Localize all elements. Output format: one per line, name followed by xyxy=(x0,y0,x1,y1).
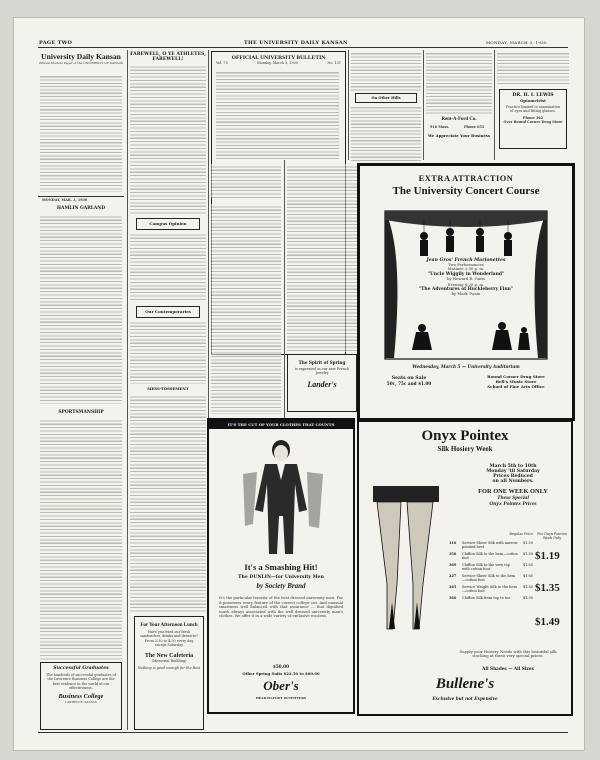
concert-matinee: Matinee 2:30 p. m. xyxy=(447,266,485,272)
business-college-city: LAWRENCE, KANSAS xyxy=(65,700,97,705)
cafeteria-name: The New Cafeteria xyxy=(144,653,194,660)
onyx-item-description: Chiffon Silk to the very top with cotton foot xyxy=(462,562,510,571)
obers-ad xyxy=(207,418,355,714)
onyx-item-description: Chiffon Silk from top to toe xyxy=(462,595,511,600)
onyx-dates-1: March 5th to 10th xyxy=(489,464,537,469)
onyx-all-sizes: All Shades — All Sizes xyxy=(482,666,534,671)
cafeteria-body: Have you tried our fresh sandwiches, drinks and desserts? From 2:30 to 4:30 every day except Saturday xyxy=(140,630,198,647)
bulletin-date: Monday, March 3, 1930 xyxy=(257,61,298,65)
bullenes-logo: Bullene's xyxy=(435,676,495,692)
contemporaries-header: Our Contemporaries xyxy=(136,306,200,318)
concert-play2: "The Adventures of Huckleberry Finn" xyxy=(418,287,514,293)
onyx-special: These Special xyxy=(497,495,529,501)
concert-outlet-1: Round Corner Drug Store xyxy=(487,374,545,379)
editorial-text-1 xyxy=(40,214,122,404)
onyx-item-row xyxy=(449,574,533,583)
onyx-dates-2: Monday 'til Saturday xyxy=(486,469,540,474)
news-text-c xyxy=(287,164,357,352)
onyx-item-number: 356 xyxy=(449,551,457,556)
obers-logo: Ober's xyxy=(263,678,299,693)
concert-performances: Two Performances xyxy=(448,262,484,267)
bullenes-slogan: Exclusive but not Expensive xyxy=(432,696,498,701)
news-text-b xyxy=(211,204,281,414)
onyx-item-row xyxy=(449,563,533,572)
cafeteria-tagline: Nothing is good enough for the Best xyxy=(137,666,201,671)
obers-banner: IT'S THE CUT OF YOUR CLOTHES THAT COUNTS xyxy=(209,420,353,429)
staff-box xyxy=(40,74,122,192)
rent-slogan: We Appreciate Your Business xyxy=(427,133,491,138)
editorial-title-sportsmanship: SPORTSMANSHIP xyxy=(58,410,104,415)
paper-title: THE UNIVERSITY DAILY KANSAN xyxy=(244,40,348,46)
optometrist-practice: Practice limited to examination of eyes and fitting glasses. xyxy=(506,105,560,114)
onyx-title: Onyx Pointex xyxy=(421,428,509,444)
concert-top: EXTRA ATTRACTION xyxy=(418,174,514,183)
nameplate-sub: Official Student Paper of the UNIVERSITY OF KANSAS xyxy=(38,61,124,65)
obers-logo-sub: HEAD-TO-FOOT OUTFITTERS xyxy=(256,696,306,700)
farewell-text xyxy=(130,64,206,214)
onyx-col-regular: Regular Price xyxy=(509,532,533,536)
concert-seats-label: Seats on Sale xyxy=(391,376,427,381)
man-in-suit-illustration xyxy=(227,434,335,558)
onyx-item-description: Service-Sheer Silk with narrow pointed heel xyxy=(462,540,518,549)
cafeteria-place: (Memorial Building) xyxy=(151,659,187,664)
optometrist-ad xyxy=(499,89,567,149)
rent-a-ford-name: Rent-A-Ford Co. xyxy=(441,117,477,122)
concert-outlets xyxy=(468,374,564,389)
onyx-special-2: Onyx Pointex Prices xyxy=(489,501,537,507)
onyx-item-regular-price: $1.50 xyxy=(522,540,533,545)
optometrist-title: Optometrist xyxy=(520,98,546,103)
landers-body: is expressed in our new French Jewelry xyxy=(294,367,350,376)
onyx-item-description: Chiffon Silk to the hem—cotton foot xyxy=(462,551,518,560)
onyx-col-special: For Onyx Pointex Week Only xyxy=(537,532,567,541)
onyx-pointex-ad xyxy=(357,420,573,716)
obers-headline: It's a Smashing Hit! xyxy=(244,562,318,572)
graduates-title: Successful Graduates xyxy=(53,666,109,671)
obers-sub2: by Society Brand xyxy=(256,582,306,590)
onyx-footer: Supply your Hosiery Needs with this beautiful silk stocking at these very special prices. xyxy=(459,649,557,659)
landers-ad xyxy=(287,354,357,412)
concert-troupe: Jean Gros' French Marionettes xyxy=(426,258,506,263)
onyx-item-number: 369 xyxy=(449,562,457,567)
onyx-price-3: $1.49 xyxy=(535,616,560,628)
onyx-item-row xyxy=(449,585,533,594)
concert-outlet-3: School of Fine Arts Office xyxy=(487,384,545,389)
cafeteria-headline: For Your Afternoon Lunch xyxy=(140,623,198,628)
obers-body: It's the particular favorite of the best dressed university men. For it possesses every feature of the correct college cut. And unusual smartness well balanced with that assurance ... that dignified touch always associated with the well dressed university man's clothes. We offer it in a wide variety of exclusive woolens. xyxy=(219,596,343,619)
concert-author1: by Howard R. Garis xyxy=(447,275,485,281)
cafeteria-ad xyxy=(134,616,204,730)
onyx-item-number: 265 xyxy=(449,584,457,589)
landers-logo: Lander's xyxy=(307,379,337,389)
optometrist-address: Over Round Corner Drug Store xyxy=(503,119,563,124)
concert-date: Wednesday, March 5 — University Auditorium xyxy=(412,364,520,369)
onyx-week: FOR ONE WEEK ONLY xyxy=(478,488,548,495)
rent-column xyxy=(426,51,492,161)
onyx-item-regular-price: $1.65 xyxy=(522,573,533,578)
onyx-dates-4: on all Numbers. xyxy=(492,479,534,484)
obers-sub1: The DUNLIN—for University Men xyxy=(238,575,324,580)
onyx-item-regular-price: $1.85 xyxy=(522,584,533,589)
concert-prices: 50c, 75c and $1.00 xyxy=(386,381,432,386)
concert-details xyxy=(414,258,518,296)
concert-author2: by Mark Twain xyxy=(451,291,481,297)
optometrist-phone: Phone 362 xyxy=(522,115,544,120)
landers-headline: The Spirit of Spring xyxy=(298,360,346,365)
column-1 xyxy=(38,50,124,730)
concert-outlet-2: Bell's Music Store xyxy=(495,379,537,384)
campus-opinion-text xyxy=(130,232,206,302)
concert-evening: Evening 8:20 p. m. xyxy=(447,281,485,287)
onyx-item-row xyxy=(449,541,533,550)
mess-title: MESS-TOSSEMENT xyxy=(147,386,189,391)
onyx-item-number: 227 xyxy=(449,573,457,578)
mess-text xyxy=(130,394,206,614)
onyx-dates xyxy=(463,464,563,507)
onyx-item-row xyxy=(449,552,533,561)
onyx-item-row xyxy=(449,596,533,600)
column-2 xyxy=(130,50,206,730)
onyx-price-2: $1.35 xyxy=(535,582,560,594)
newspaper-page xyxy=(14,18,584,750)
rent-phone: Phone 653 xyxy=(464,125,485,129)
other-hills-header: On Other Hills xyxy=(355,93,417,103)
onyx-item-description: Service-Sheer Silk to the hem—cotton foot xyxy=(462,573,516,582)
concert-title: The University Concert Course xyxy=(392,185,540,197)
optometrist-column xyxy=(497,51,569,161)
onyx-item-regular-price: $1.50 xyxy=(522,551,533,556)
bulletin-vol: Vol. 75 xyxy=(216,61,228,65)
graduates-body: The hundreds of successful graduates of the Lawrence Business College are the best evidence in the world of our effectiveness. xyxy=(46,673,116,690)
obers-price: $50.00 xyxy=(272,664,290,669)
other-hills-column xyxy=(351,51,421,161)
onyx-dates-3: Prices Reduced xyxy=(493,474,533,479)
nameplate: University Daily Kansan xyxy=(41,52,121,61)
rent-address: 916 Mass. xyxy=(430,125,450,129)
concert-seats xyxy=(374,376,444,386)
editorial-title-garland: HAMLIN GARLAND xyxy=(56,206,106,211)
contemporaries-text xyxy=(130,320,206,384)
concert-play1: "Uncle Wiggily in Wonderland" xyxy=(427,271,505,277)
editorial-text-2 xyxy=(40,418,122,660)
optometrist-name: DR. H. I. LEWIS xyxy=(512,93,554,98)
stocking-legs-illustration xyxy=(371,484,441,634)
page-number: PAGE TWO xyxy=(39,40,73,46)
campus-opinion-header: Campus Opinion xyxy=(136,218,200,230)
onyx-item-regular-price: $1.95 xyxy=(522,595,533,600)
obers-other-suits: Other Spring Suits $22.50 to $60.00 xyxy=(242,671,320,676)
issue-date: MONDAY, MARCH 3, 1930 xyxy=(486,40,547,45)
onyx-sub: Silk Hosiery Week xyxy=(437,445,493,453)
onyx-item-regular-price: $1.65 xyxy=(522,562,533,567)
news-text-a xyxy=(211,164,281,198)
masthead-rule xyxy=(38,47,568,48)
onyx-item-number: 360 xyxy=(449,595,457,600)
bulletin-title: OFFICIAL UNIVERSITY BULLETIN xyxy=(231,55,326,61)
onyx-item-number: 116 xyxy=(449,540,457,545)
dateline: MONDAY, MAR. 3, 1930 xyxy=(42,198,88,202)
business-college-logo: Business College xyxy=(58,693,104,701)
bulletin-no: No. 131 xyxy=(327,61,341,65)
farewell-title: FAREWELL, O YE ATHLETES, FAREWELL! xyxy=(130,52,206,62)
concert-course-ad xyxy=(357,163,575,421)
onyx-price-1: $1.19 xyxy=(535,550,560,562)
onyx-item-description: Service Weight Silk to the hem—cotton foot xyxy=(462,584,517,593)
graduates-ad xyxy=(40,662,122,730)
